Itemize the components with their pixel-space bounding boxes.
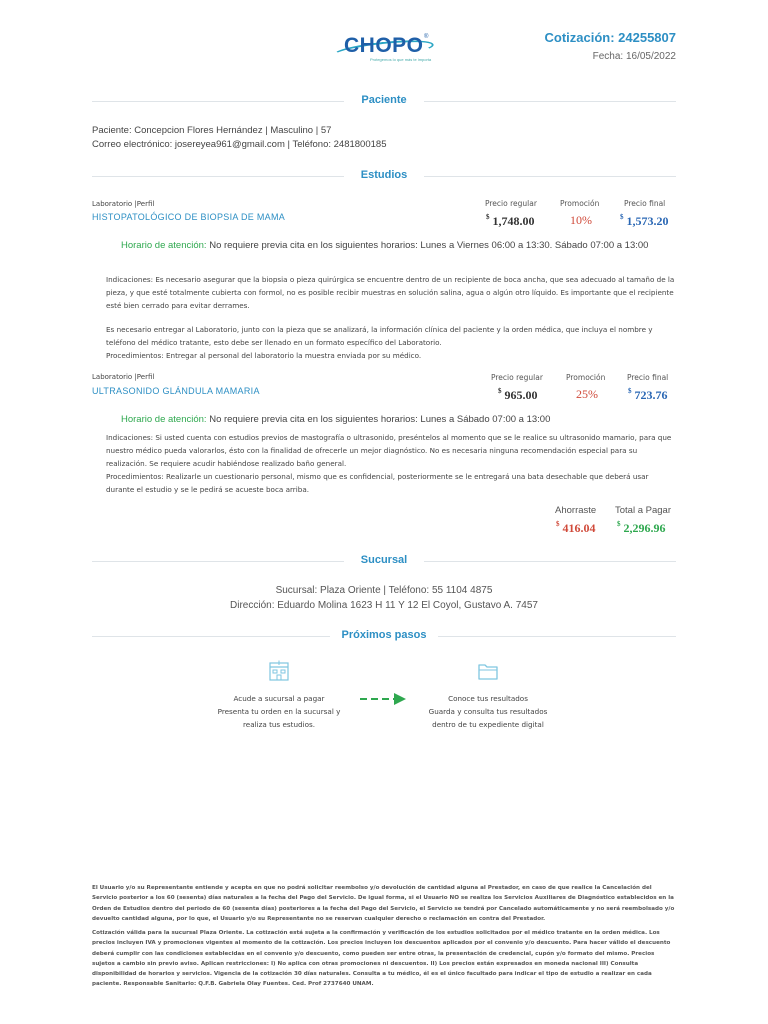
section-studies: [92, 169, 676, 183]
arrow-right-icon: [360, 692, 408, 706]
final-price: $ 723.76: [628, 387, 668, 402]
study-name: ULTRASONIDO GLÁNDULA MAMARIA: [92, 386, 260, 396]
column-promotion: Promoción: [566, 373, 606, 382]
section-next-steps: [92, 629, 676, 643]
quote-number: Cotización: 24255807: [544, 30, 676, 45]
regular-price: $ 1,748.00: [486, 213, 535, 228]
study-indications: Indicaciones: Si usted cuenta con estudios previos de mastografía o ultrasonido, preséntelos al momento que se le realice su ultrasonido mamario, para que nuestro médico pueda valorarlos, ésto con la finalidad de ofrecerle un mejor diagnóstico. No es necesaria ninguna recomendación especial para su realización. Se requiere acudir habiéndose realizado baño general.: [106, 433, 672, 468]
section-title-next-steps: Próximos pasos: [341, 629, 427, 641]
total-amount: $ 2,296.96: [617, 520, 666, 535]
promotion-percent: 10%: [570, 213, 592, 227]
study-indications-extra: Es necesario entregar al Laboratorio, junto con la pieza que se analizará, la información clínica del paciente y la orden médica, que incluya el nombre y teléfono del médico tratante, esto debe ser llenado en un formato específico del Laboratorio.: [106, 325, 653, 347]
column-regular-price: Precio regular: [485, 199, 537, 208]
quote-header: [544, 30, 676, 62]
column-regular-price: Precio regular: [491, 373, 543, 382]
final-price: $ 1,573.20: [620, 213, 669, 228]
legal-cancellation: El Usuario y/o su Representante entiende y acepta en que no podrá solicitar reembolso y/o devolución de cantidad alguna al Prestador, en caso de que realice la Cancelación del Servicio posterior a los 60 (sesenta) días naturales a la fecha del Pago del Servicio. De igual forma, si el Usuario NO se realiza los Servicios Auxiliares de Diagnóstico establecidos en la Orden de Estudios dentro del periodo de 60 (sesenta días) posteriores a la fecha del Pago del Servicio, el Servicio se tendrá por Cancelado automáticamente y no será reembolsado y/o devuelto cantidad alguna, por lo que, el Usuario y/o su Representante no se reservan cualquier derecho o reclamación en contra del Prestador.: [92, 885, 675, 922]
patient-contact: Correo electrónico: josereyea961@gmail.com | Teléfono: 2481800185: [92, 139, 387, 150]
section-title-studies: Estudios: [360, 169, 408, 181]
savings-label: Ahorraste: [555, 505, 597, 516]
study-name: HISTOPATOLÓGICO DE BIOPSIA DE MAMA: [92, 212, 286, 222]
hours-label: Horario de atención:: [121, 240, 207, 251]
section-patient: [92, 94, 676, 108]
study-hours: Horario de atención: No requiere previa cita en los siguientes horarios: Lunes a Sábado 07:00 a 13:00: [121, 414, 551, 425]
section-title-branch: Sucursal: [360, 554, 408, 566]
patient-info: Paciente: Concepcion Flores Hernández | Masculino | 57: [92, 125, 332, 136]
promotion-percent: 25%: [576, 387, 598, 401]
study-procedures: Procedimientos: Realizarle un cuestionario personal, mismo que es confidencial, posteriormente se le entregará una bata desechable que deberá usar durante el estudio y se le pedirá se acueste boca arriba.: [106, 472, 649, 494]
study-hours: Horario de atención: No requiere previa cita en los siguientes horarios: Lunes a Viernes 06:00 a 13:30. Sábado 07:00 a 13:00: [121, 240, 649, 251]
column-final-price: Precio final: [624, 199, 666, 208]
study-type: Laboratorio |Perfil: [92, 200, 155, 208]
logo-registered-mark: ®: [424, 34, 429, 40]
column-final-price: Precio final: [627, 373, 669, 382]
total-label: Total a Pagar: [615, 505, 671, 516]
section-branch: [92, 554, 676, 568]
hospital-icon: [268, 660, 290, 682]
folder-icon: [477, 660, 499, 682]
study-indications: Indicaciones: Es necesario asegurar que la biopsia o pieza quirúrgica se encuentre dentro de un recipiente de boca ancha, que sea adecuado al tamaño de la pieza, y que esté totalmente cubierta con formol, no es posible recibir muestras en solución salina, agua o algún otro líquido. Es importante que el recipiente esté bien cerrado para evitar derrames.: [106, 275, 675, 310]
section-title-patient: Paciente: [361, 94, 407, 106]
branch-address: Dirección: Eduardo Molina 1623 H 11 Y 12 El Coyol, Gustavo A. 7457: [230, 600, 538, 611]
branch-info: Sucursal: Plaza Oriente | Teléfono: 55 1104 4875: [275, 585, 493, 596]
study-type: Laboratorio |Perfil: [92, 373, 155, 381]
hours-label: Horario de atención:: [121, 414, 207, 425]
chopo-logo: [330, 30, 440, 64]
legal-validity: Cotización válida para la sucursal Plaza Oriente. La cotización está sujeta a la confirmación y verificación de los estudios solicitados por el médico tratante en la orden médica. Los precios incluyen IVA y promociones vigentes al momento de la cotización. Los precios incluyen los descuentos aplicados por el convenio y/o descuento. Para hacer válido el descuento deberá cumplir con las condiciones establecidas en el convenio y/o descuento, como pueden ser entre otras, la presentación de credencial, cupón y/o formato del mismo. Precios sujetos a cambio sin previo aviso. Aplican restricciones: I) No aplica con otras promociones ni descuentos. II) Los precios están expresados en moneda nacional III) Consulta disponibilidad de horarios y servicios. Vigencia de la cotización 30 días naturales. Consulta a tu médico, él es el único facultado para indicar el tipo de estudio a realizar en cada paciente. Responsable Sanitario: Q.F.B. Gabriela Olay Fuentes. Ced. Prof 2737640 UNAM.: [92, 930, 671, 988]
logo-text: CHOPO: [344, 34, 424, 57]
savings-amount: $ 416.04: [556, 520, 596, 535]
column-promotion: Promoción: [560, 199, 600, 208]
step-2-text: Conoce tus resultados Guarda y consulta tus resultados dentro de tu expediente digital: [428, 694, 548, 729]
study-procedures: Procedimientos: Entregar al personal del laboratorio la muestra enviada por su médico.: [106, 351, 422, 360]
quote-date: Fecha: 16/05/2022: [592, 51, 676, 62]
regular-price: $ 965.00: [498, 387, 538, 402]
step-1-text: Acude a sucursal a pagar Presenta tu orden en la sucursal y realiza tus estudios.: [217, 694, 341, 729]
logo-tagline: Protegemos lo que más te importa: [370, 57, 432, 62]
